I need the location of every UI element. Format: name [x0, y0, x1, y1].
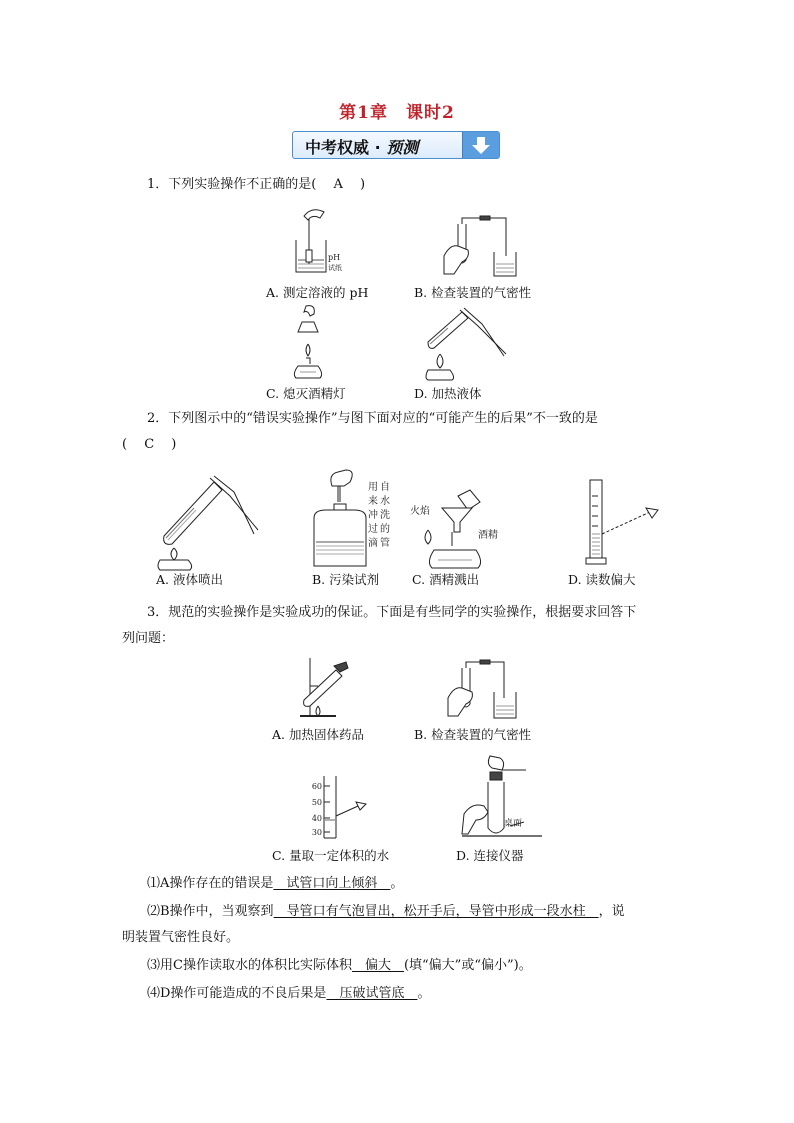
svg-text:过: 过	[368, 524, 378, 535]
answer-4: ⑷D操作可能造成的不良后果是 压破试管底 。	[147, 986, 431, 1001]
q1-caption-d: D. 加热液体	[414, 386, 482, 401]
q3-caption-b: B. 检查装置的气密性	[414, 727, 532, 742]
figure-airtight-check-2	[442, 660, 522, 720]
q3-caption-a: A. 加热固体药品	[272, 727, 364, 742]
page-title: 第1章 课时2	[339, 103, 455, 123]
question-3-stem-line2: 列问题：	[122, 631, 175, 646]
question-3-stem-line1: 3．规范的实验操作是实验成功的保证。下面是有些同学的实验操作，根据要求回答下	[147, 605, 637, 620]
q2-caption-d: D. 读数偏大	[568, 572, 636, 587]
q2-caption-a: A. 液体喷出	[156, 572, 223, 587]
q1-caption-c: C. 熄灭酒精灯	[266, 386, 346, 401]
q1-caption-b: B. 检查装置的气密性	[414, 285, 532, 300]
figure-dropper-contaminate	[310, 462, 400, 572]
figure-measure-water	[304, 776, 374, 842]
banner-down-button[interactable]	[462, 132, 499, 158]
svg-text:自: 自	[380, 482, 390, 493]
svg-text:冲: 冲	[368, 510, 378, 521]
figure-heat-solid	[296, 656, 356, 720]
answer-1-blank: 试管口向上倾斜	[273, 876, 391, 891]
figure-airtight-check	[436, 216, 526, 278]
q3-caption-c: C. 量取一定体积的水	[272, 848, 390, 863]
answer-2-blank: 导管口有气泡冒出，松开手后，导管中形成一段水柱	[273, 904, 599, 919]
svg-text:洗: 洗	[380, 510, 390, 521]
banner-label: 中考权威 · 预测	[305, 138, 419, 157]
figure-liquid-spray	[150, 474, 260, 570]
figure-connect-instruments	[462, 754, 542, 842]
q2-caption-b: B. 污染试剂	[312, 572, 380, 587]
cyl-tick-50: 50	[311, 798, 322, 807]
question-2-stem-line2: ( C )	[122, 437, 177, 452]
ph-paper-label: 试纸	[328, 264, 342, 272]
question-2-stem-line1: 2．下列图示中的“错误实验操作”与图下面对应的“可能产生的后果”不一致的是	[147, 411, 598, 426]
cyl-tick-40: 40	[311, 814, 322, 823]
section-banner	[292, 131, 500, 159]
cyl-tick-30: 30	[311, 828, 322, 837]
svg-text:管: 管	[380, 538, 390, 549]
answer-2-line2: 明装置气密性良好。	[122, 930, 240, 945]
answer-4-blank: 压破试管底	[326, 986, 418, 1001]
answer-2: ⑵B操作中，当观察到 导管口有气泡冒出，松开手后，导管中形成一段水柱 ，说	[147, 904, 625, 919]
figure-cylinder-reading	[580, 476, 670, 568]
answer-3-blank: 偏大	[351, 958, 404, 973]
answer-1: ⑴A操作存在的错误是 试管口向上倾斜 。	[147, 876, 404, 891]
svg-text:来: 来	[368, 496, 378, 507]
figure-heat-liquid	[420, 306, 510, 382]
q1-caption-a: A. 测定溶液的 pH	[266, 285, 369, 300]
label-fire: 火焰	[410, 506, 430, 517]
svg-text:水: 水	[380, 496, 390, 507]
arrow-down-icon	[463, 132, 499, 158]
question-1-stem: 1．下列实验操作不正确的是( A )	[147, 177, 366, 192]
q3-caption-d: D. 连接仪器	[456, 848, 524, 863]
answer-3: ⑶用C操作读取水的体积比实际体积 偏大 (填“偏大”或“偏小”)。	[147, 958, 532, 973]
svg-text:用: 用	[368, 482, 378, 493]
figure-lamp-extinguish	[288, 304, 328, 380]
q2-caption-c: C. 酒精溅出	[412, 572, 480, 587]
figure-alcohol-splash	[408, 488, 508, 570]
figure-ph-test	[282, 204, 362, 280]
cyl-tick-60: 60	[311, 782, 322, 791]
label-alcohol: 酒精	[478, 530, 498, 541]
dropper-note	[368, 480, 390, 549]
svg-text:的: 的	[380, 524, 390, 535]
svg-text:滴: 滴	[368, 538, 378, 549]
label-table: 桌面	[504, 819, 523, 829]
ph-label: pH	[328, 253, 341, 262]
